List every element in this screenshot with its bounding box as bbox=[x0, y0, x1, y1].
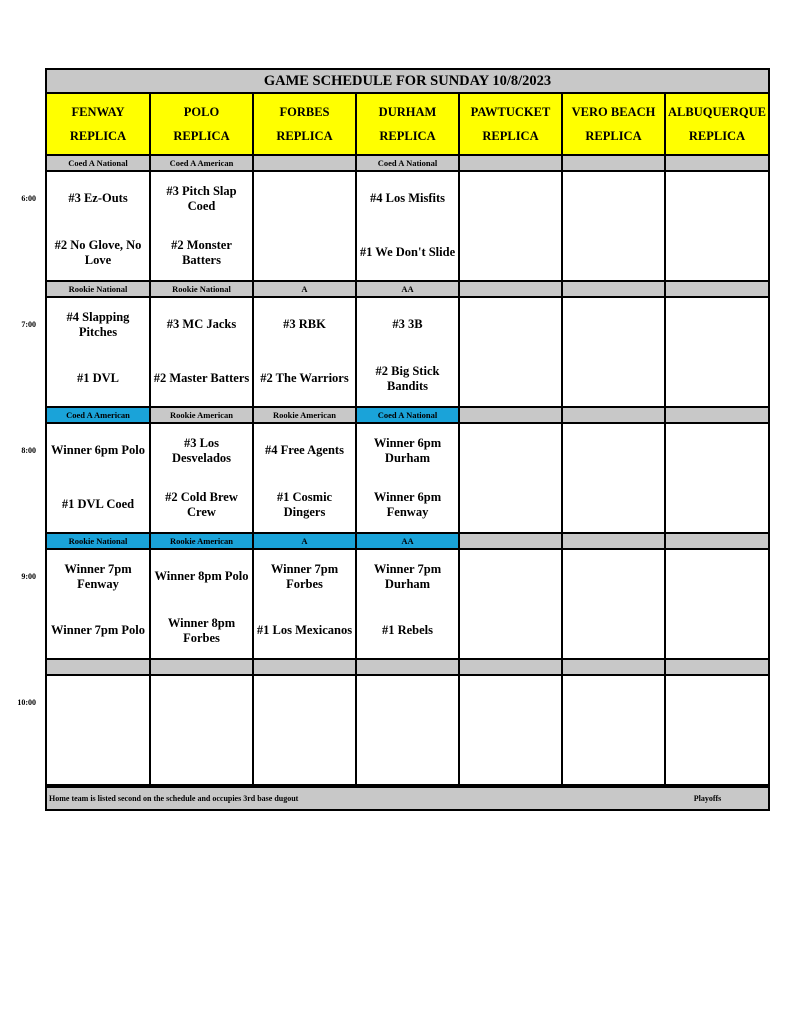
time-label: 6:00 bbox=[21, 194, 36, 203]
division-label bbox=[460, 156, 561, 170]
division-label bbox=[563, 156, 664, 170]
division-label bbox=[460, 282, 561, 296]
division-label: Rookie American bbox=[151, 534, 252, 548]
home-team bbox=[563, 730, 664, 784]
home-team bbox=[460, 478, 561, 532]
division-label bbox=[666, 534, 768, 548]
away-team: #4 Slapping Pitches bbox=[66, 309, 130, 339]
division-label bbox=[563, 660, 664, 674]
home-team: #1 DVL bbox=[76, 371, 120, 386]
home-team: #2 The Warriors bbox=[260, 371, 349, 386]
away-team bbox=[460, 298, 561, 352]
away-team bbox=[254, 172, 355, 226]
home-team: #1 DVL Coed bbox=[61, 497, 135, 512]
field-header bbox=[254, 94, 355, 154]
home-team bbox=[47, 730, 149, 784]
away-team: #4 Free Agents bbox=[265, 443, 344, 458]
home-team: #2 Big Stick Bandits bbox=[375, 363, 440, 393]
home-team bbox=[666, 226, 768, 280]
time-label: 9:00 bbox=[21, 572, 36, 581]
away-team bbox=[563, 550, 664, 604]
division-label bbox=[666, 282, 768, 296]
away-team bbox=[460, 550, 561, 604]
home-team bbox=[666, 604, 768, 658]
home-team bbox=[460, 352, 561, 406]
division-label: Rookie American bbox=[254, 408, 355, 422]
division-label bbox=[357, 660, 458, 674]
division-label: Rookie National bbox=[47, 534, 149, 548]
field-header bbox=[563, 94, 664, 154]
away-team: #3 MC Jacks bbox=[166, 317, 237, 332]
field-subtitle: REPLICA bbox=[585, 129, 642, 143]
field-subtitle: REPLICA bbox=[69, 129, 127, 143]
field-subtitle: REPLICA bbox=[379, 129, 436, 143]
home-team: #2 Master Batters bbox=[153, 371, 250, 386]
division-label bbox=[563, 408, 664, 422]
division-label bbox=[666, 408, 768, 422]
field-name: PAWTUCKET bbox=[470, 105, 551, 119]
time-label: 10:00 bbox=[17, 698, 36, 707]
away-team: #4 Los Misfits bbox=[370, 191, 445, 206]
field-header bbox=[460, 94, 561, 154]
home-team bbox=[460, 226, 561, 280]
division-label: Coed A American bbox=[47, 408, 149, 422]
division-label: Coed A National bbox=[357, 156, 458, 170]
division-label bbox=[254, 660, 355, 674]
division-label bbox=[254, 156, 355, 170]
home-team: #2 No Glove, No Love bbox=[54, 237, 142, 267]
away-team bbox=[460, 676, 561, 730]
away-team: #3 3B bbox=[392, 317, 423, 332]
away-team bbox=[47, 676, 149, 730]
division-label bbox=[563, 282, 664, 296]
away-team: #3 Ez-Outs bbox=[68, 191, 128, 206]
home-team: Winner 8pm Forbes bbox=[167, 615, 236, 645]
away-team bbox=[666, 676, 768, 730]
schedule-grid bbox=[45, 68, 770, 811]
away-team: #3 Pitch Slap Coed bbox=[166, 183, 237, 213]
home-team bbox=[460, 604, 561, 658]
home-team: #2 Cold Brew Crew bbox=[165, 489, 238, 519]
division-label bbox=[47, 660, 149, 674]
home-team bbox=[151, 730, 252, 784]
division-label bbox=[666, 660, 768, 674]
away-team bbox=[666, 172, 768, 226]
home-team bbox=[563, 604, 664, 658]
home-team: #1 We Don't Slide bbox=[359, 245, 456, 260]
home-team bbox=[563, 226, 664, 280]
division-label: Rookie National bbox=[151, 282, 252, 296]
field-name: VERO BEACH bbox=[571, 105, 656, 119]
home-team bbox=[666, 352, 768, 406]
away-team bbox=[666, 424, 768, 478]
time-label: 7:00 bbox=[21, 320, 36, 329]
home-team bbox=[563, 478, 664, 532]
field-name: ALBUQUERQUE bbox=[668, 105, 766, 119]
away-team bbox=[563, 424, 664, 478]
division-label: AA bbox=[357, 282, 458, 296]
field-header bbox=[666, 94, 768, 154]
away-team bbox=[460, 172, 561, 226]
away-team bbox=[460, 424, 561, 478]
division-label: Coed A National bbox=[357, 408, 458, 422]
away-team: Winner 6pm Polo bbox=[51, 443, 145, 458]
away-team bbox=[563, 676, 664, 730]
field-header bbox=[151, 94, 252, 154]
division-label bbox=[151, 660, 252, 674]
away-team: #3 Los Desvelados bbox=[171, 435, 232, 465]
field-name: DURHAM bbox=[378, 105, 437, 119]
home-team bbox=[666, 730, 768, 784]
division-label: Coed A National bbox=[47, 156, 149, 170]
home-team bbox=[460, 730, 561, 784]
away-team: Winner 7pm Durham bbox=[373, 561, 442, 591]
away-team: #3 RBK bbox=[283, 317, 326, 332]
home-team: Winner 6pm Fenway bbox=[373, 489, 442, 519]
time-label: 8:00 bbox=[21, 446, 36, 455]
division-label bbox=[666, 156, 768, 170]
division-label: A bbox=[254, 282, 355, 296]
field-name: FENWAY bbox=[71, 105, 125, 119]
field-subtitle: REPLICA bbox=[276, 129, 333, 143]
field-name: POLO bbox=[183, 105, 220, 119]
away-team: Winner 8pm Polo bbox=[154, 569, 249, 584]
home-team bbox=[254, 226, 355, 280]
field-name: FORBES bbox=[279, 105, 330, 119]
division-label: Rookie American bbox=[151, 408, 252, 422]
home-team bbox=[666, 478, 768, 532]
playoffs-label: Playoffs bbox=[647, 788, 768, 809]
away-team bbox=[666, 550, 768, 604]
away-team bbox=[563, 298, 664, 352]
away-team bbox=[151, 676, 252, 730]
home-team: #1 Cosmic Dingers bbox=[276, 489, 333, 519]
footer-note: Home team is listed second on the schedule and occupies 3rd base dugout bbox=[47, 788, 647, 809]
home-team bbox=[563, 352, 664, 406]
away-team bbox=[666, 298, 768, 352]
field-subtitle: REPLICA bbox=[173, 129, 230, 143]
division-label bbox=[563, 534, 664, 548]
field-header bbox=[357, 94, 458, 154]
schedule-title: GAME SCHEDULE FOR SUNDAY 10/8/2023 bbox=[47, 70, 768, 92]
home-team bbox=[254, 730, 355, 784]
division-label: AA bbox=[357, 534, 458, 548]
division-label bbox=[460, 660, 561, 674]
field-header bbox=[47, 94, 149, 154]
away-team: Winner 6pm Durham bbox=[373, 435, 442, 465]
division-label: A bbox=[254, 534, 355, 548]
division-label bbox=[460, 534, 561, 548]
home-team: #1 Los Mexicanos bbox=[256, 623, 353, 638]
away-team bbox=[254, 676, 355, 730]
home-team: #1 Rebels bbox=[381, 623, 434, 638]
away-team: Winner 7pm Fenway bbox=[64, 561, 132, 591]
away-team bbox=[563, 172, 664, 226]
field-subtitle: REPLICA bbox=[688, 129, 746, 143]
division-label: Rookie National bbox=[47, 282, 149, 296]
home-team bbox=[357, 730, 458, 784]
home-team: #2 Monster Batters bbox=[171, 237, 232, 267]
division-label bbox=[460, 408, 561, 422]
field-subtitle: REPLICA bbox=[482, 129, 539, 143]
away-team bbox=[357, 676, 458, 730]
away-team: Winner 7pm Forbes bbox=[270, 561, 339, 591]
division-label: Coed A American bbox=[151, 156, 252, 170]
home-team: Winner 7pm Polo bbox=[51, 623, 145, 638]
